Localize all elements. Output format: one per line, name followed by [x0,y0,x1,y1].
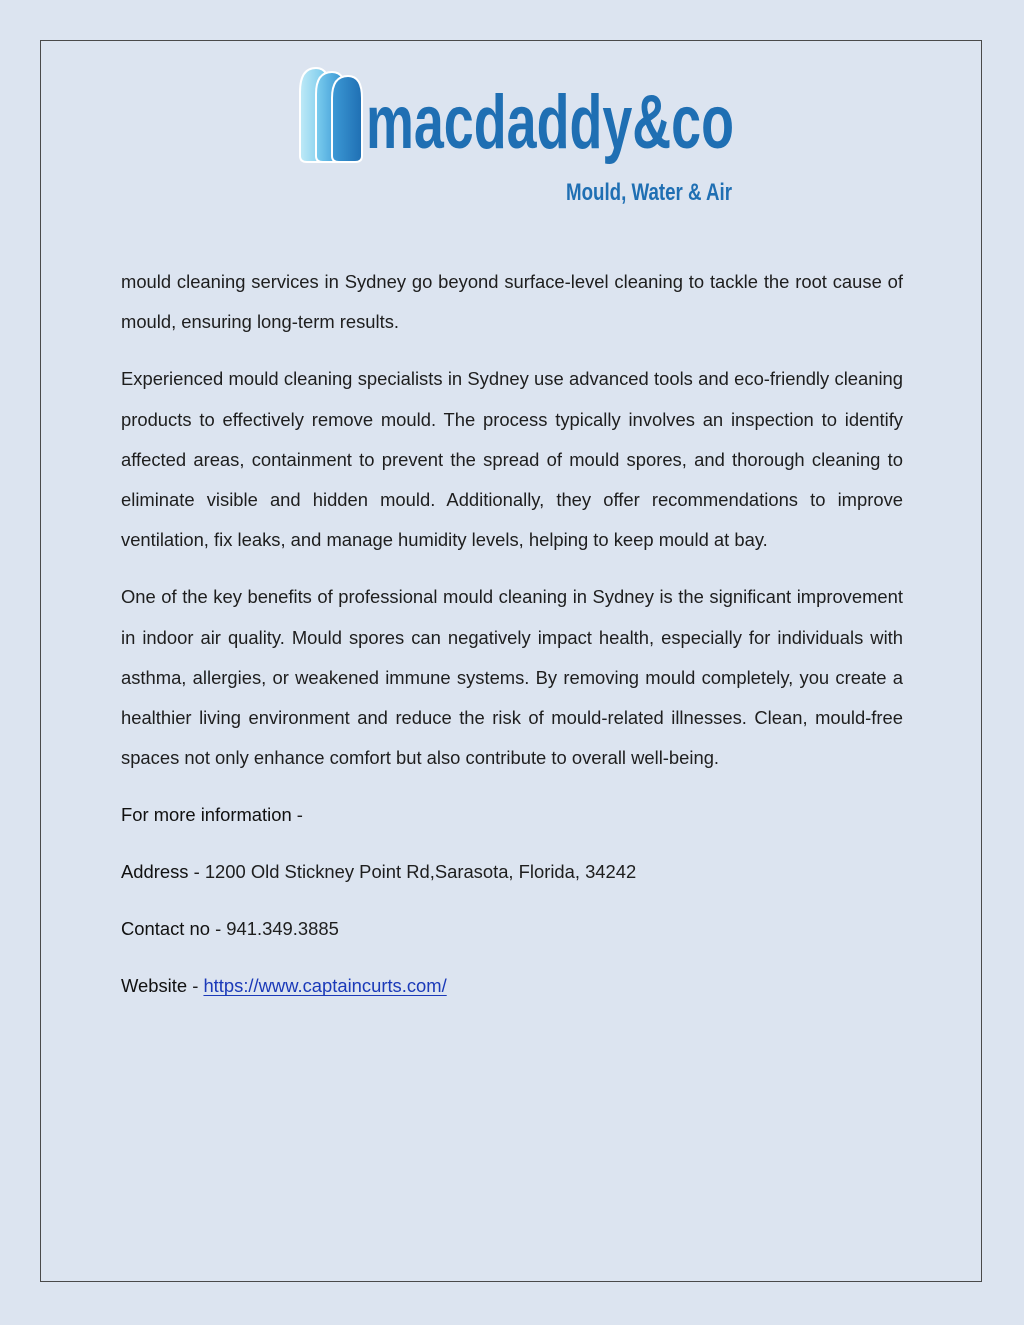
address-line [121,852,903,909]
website-link[interactable]: https://www.captaincurts.com/ [203,975,447,997]
logo-brand-text: macdaddy&co [366,80,734,165]
document-body [121,262,903,1023]
paragraph-3: One of the key benefits of professional mould cleaning in Sydney is the significant improvement in indoor air quality. Mould spores can negatively impact health, especially for individuals with asthma, allergies, or weakened immune systems. By removing mould completely, you create a healthier living environment and reduce the risk of mould-related illnesses. Clean, mould-free spaces not only enhance comfort but also contribute to overall well-being. [121,586,903,769]
address-value: 1200 Old Stickney Point Rd,Sarasota, Florida, 34242 [204,861,637,883]
contact-label: Contact no [121,918,210,940]
company-logo [296,62,740,212]
contact-value: 941.349.3885 [226,918,339,940]
more-info-heading: For more information - [121,804,303,826]
paragraph-2: Experienced mould cleaning specialists in Sydney use advanced tools and eco-friendly cleaning products to effectively remove mould. The process typically involves an inspection to identify affected areas, containment to prevent the spread of mould spores, and thorough cleaning to eliminate visible and hidden mould. Additionally, they offer recommendations to improve ventilation, fix leaks, and manage humidity levels, helping to keep mould at bay. [121,368,903,551]
website-label: Website [121,975,188,997]
address-label: Address [121,861,189,883]
more-info-label: For more information [121,804,292,826]
address-separator: - [188,861,205,883]
stacked-arches-icon [300,68,362,162]
contact-separator: - [209,918,227,940]
contact-line [121,909,903,966]
website-line [121,966,903,1023]
paragraph-1: mould cleaning services in Sydney go beyond surface-level cleaning to tackle the root cause of mould, ensuring long-term results. [121,271,903,333]
logo-tagline-text: Mould, Water & Air [566,179,732,206]
website-separator: - [187,975,204,997]
